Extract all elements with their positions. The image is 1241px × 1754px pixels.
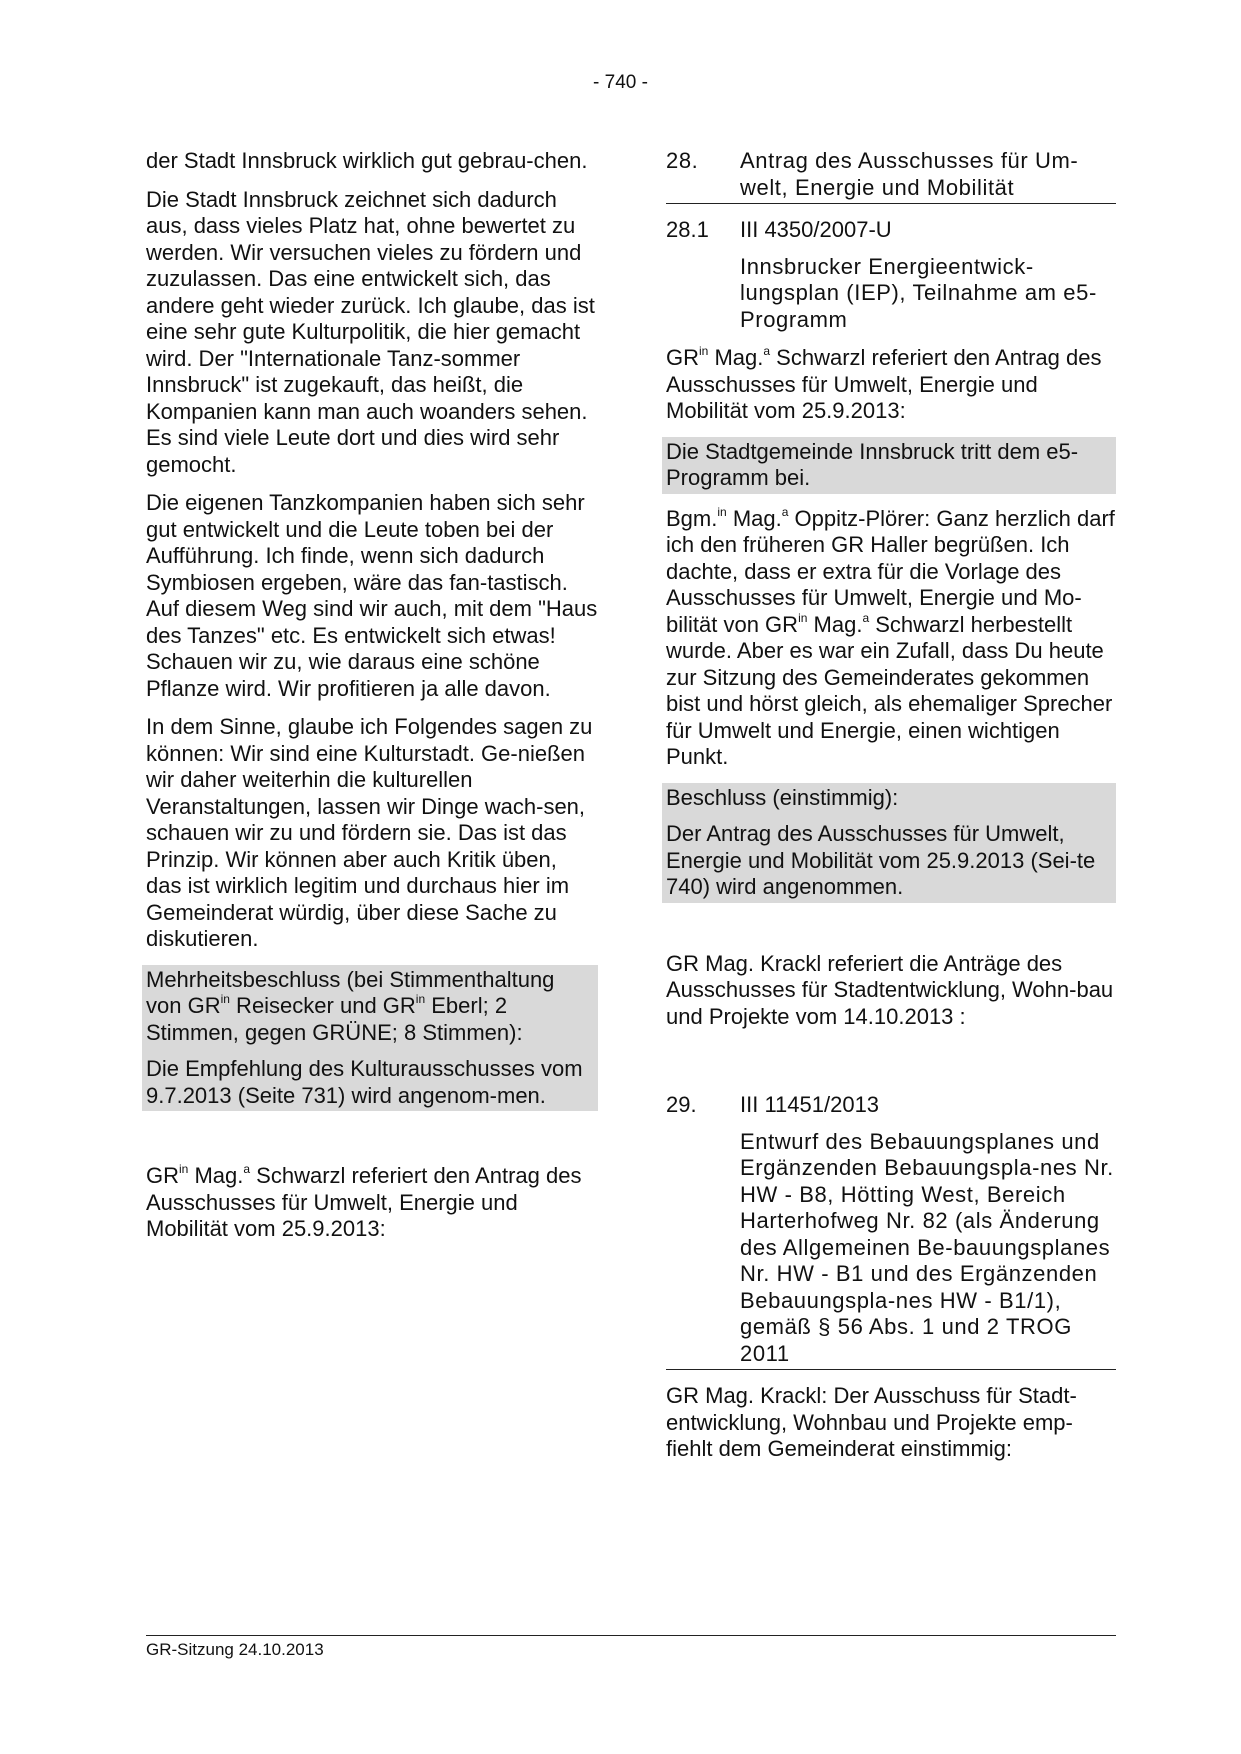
left-column — [146, 148, 598, 1255]
item-number: 28. — [666, 148, 699, 173]
decision-label: Beschluss (einstimmig): — [666, 784, 899, 810]
decision-text: Der Antrag des Ausschusses für Umwelt, Energie und Mobilität vom 25.9.2013 (Sei-te 740) wird angenommen. — [666, 821, 1096, 899]
report-paragraph: $GR^{in}$ Mag.$^a$ Schwarzl referiert den Antrag des Ausschusses für Umwelt, Energie und Mobilität vom 25.9.2013: — [666, 344, 1102, 423]
report-paragraph: GR Mag. Krackl: Der Ausschuss für Stadt-entwicklung, Wohnbau und Projekte emp-fiehlt dem Gemeinderat einstimmig: — [666, 1383, 1077, 1461]
item-28-1 — [666, 217, 1116, 333]
report-paragraph: GR Mag. Krackl referiert die Anträge des Ausschusses für Stadtentwicklung, Wohn-bau und Projekte vom 14.10.2013 : — [666, 950, 1114, 1029]
paragraph: der Stadt Innsbruck wirklich gut gebrau-chen. — [146, 148, 588, 173]
paragraph: Die eigenen Tanzkompanien haben sich sehr gut entwickelt und die Leute toben bei der Aufführung. Ich finde, wenn sich dadurch Symbiosen ergeben, wäre das fan-tastisch. Auf diesem Weg sind wir auch, mit dem "Haus des Tanzes" etc. Es entwickelt sich etwas! Schauen wir zu, wie daraus eine schöne Pflanze wird. Wir profitieren ja alle davon. — [146, 490, 598, 701]
item-reference: III 11451/2013 — [740, 1092, 880, 1117]
footer-divider — [146, 1635, 1116, 1636]
item-29 — [666, 1092, 1116, 1370]
item-number: 28.1 — [666, 217, 709, 242]
item-number: 29. — [666, 1092, 697, 1117]
footer-text: GR-Sitzung 24.10.2013 — [146, 1640, 324, 1659]
item-title: Entwurf des Bebauungsplanes und Ergänzenden Bebauungspla-nes Nr. HW - B8, Hötting West, Bereich Harterhofweg Nr. 82 (als Änderung des Allgemeinen Be-bauungsplanes Nr. HW - B1 und des Ergänzenden Bebauungspla-nes HW - B1/1), gemäß § 56 Abs. 1 und 2 TROG 2011 — [740, 1128, 1114, 1366]
item-title: Antrag des Ausschusses für Um-welt, Energie und Mobilität — [740, 148, 1079, 200]
item-reference: III 4350/2007-U — [740, 217, 892, 242]
motion-box — [662, 437, 1116, 494]
item-title: Innsbrucker Energieentwick-lungsplan (IEP), Teilnahme am e5-Programm — [740, 253, 1097, 332]
paragraph: Die Stadt Innsbruck zeichnet sich dadurch aus, dass vieles Platz hat, ohne bewertet zu werden. Wir versuchen vieles zu fördern und zuzulassen. Das eine entwickelt sich, das andere geht wieder zurück. Ich glaube, das ist eine sehr gute Kulturpolitik, die hier gemacht wird. Der "Internationale Tanz-sommer Innsbruck" ist zugekauft, das heißt, die Kompanien kann man auch woanders sehen. Es sind viele Leute dort und dies wird sehr gemocht. — [146, 186, 595, 477]
right-column — [666, 148, 1116, 1475]
decision-box — [662, 783, 1116, 903]
resolution-box — [142, 965, 598, 1112]
motion-text: Die Stadtgemeinde Innsbruck tritt dem e5-Programm bei. — [666, 438, 1079, 490]
resolution-heading: Mehrheitsbeschluss (bei Stimmenthaltung von $GR^{in}$ Reisecker und $GR^{in}$ Eberl; 2 Stimmen, gegen GRÜNE; 8 Stimmen): — [146, 966, 555, 1045]
item-28-heading — [666, 148, 1116, 204]
page-number: - 740 - — [593, 72, 648, 93]
speech-paragraph: Bgm.$^{in}$ Mag.$^a$ Oppitz-Plörer: Ganz herzlich darf ich den früheren GR Haller begrüßen. Ich dachte, dass er extra für die Vorlage des Ausschusses für Umwelt, Energie und Mo-bilität von $GR^{in}$ Mag.$^a$ Schwarzl herbestellt wurde. Aber es war ein Zufall, dass Du heute zur Sitzung des Gemeinderates gekommen bist und hörst gleich, als ehemaliger Sprecher für Umwelt und Energie, einen wichtigen Punkt. — [666, 504, 1115, 769]
report-paragraph: $GR^{in}$ Mag.$^a$ Schwarzl referiert den Antrag des Ausschusses für Umwelt, Energie und Mobilität vom 25.9.2013: — [146, 1162, 582, 1241]
paragraph: In dem Sinne, glaube ich Folgendes sagen zu können: Wir sind eine Kulturstadt. Ge-nießen wir daher weiterhin die kulturellen Veranstaltungen, lassen wir Dinge wach-sen, schauen wir zu und fördern sie. Das ist das Prinzip. Wir können aber auch Kritik üben, das ist wirklich legitim und durchaus hier im Gemeinderat würdig, über diese Sache zu diskutieren. — [146, 714, 593, 951]
resolution-text: Die Empfehlung des Kulturausschusses vom 9.7.2013 (Seite 731) wird angenom-men. — [146, 1056, 583, 1108]
